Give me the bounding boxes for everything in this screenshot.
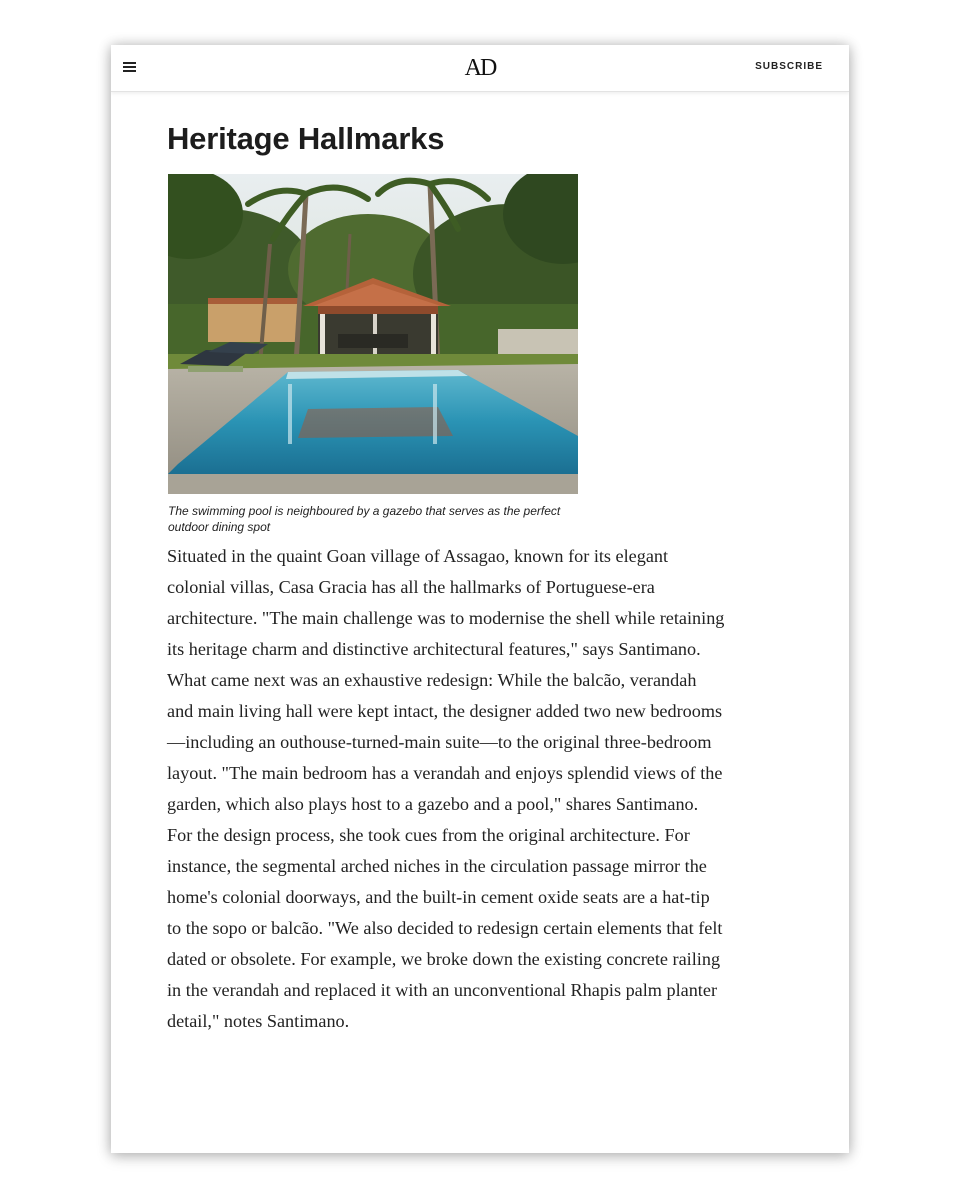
pool-gazebo-photo xyxy=(168,174,578,494)
article-body: Situated in the quaint Goan village of Assagao, known for its elegant colonial villas, Casa Gracia has all the hallmarks of Portuguese-era architecture. "The main challenge was to modernise the shell while retaining its heritage charm and distinctive architectural features," says Santimano. What came next was an exhaustive redesign: While the balcão, verandah and main living hall were kept intact, the designer added two new bedrooms—including an outhouse-turned-main suite—to the original three-bedroom layout. "The main bedroom has a verandah and enjoys splendid views of the garden, which also plays host to a gazebo and a pool," shares Santimano. For the design process, she took cues from the original architecture. For instance, the segmental arched niches in the circulation passage mirror the home's colonial doorways, and the built-in cement oxide seats are a hat-tip to the sopo or balcão. "We also decided to redesign certain elements that felt dated or obsolete. For example, we broke down the existing concrete railing in the verandah and replaced it with an unconventional Rhapis palm planter detail," notes Santimano. xyxy=(167,546,725,1031)
hamburger-menu-icon[interactable] xyxy=(123,61,137,75)
site-header xyxy=(111,45,849,92)
article-heading: Heritage Hallmarks xyxy=(167,121,445,156)
article-page xyxy=(111,45,849,1153)
ad-logo[interactable]: AD xyxy=(464,55,496,81)
image-caption: The swimming pool is neighboured by a gazebo that serves as the perfect outdoor dining spot xyxy=(168,504,561,534)
subscribe-button[interactable]: SUBSCRIBE xyxy=(755,61,823,72)
